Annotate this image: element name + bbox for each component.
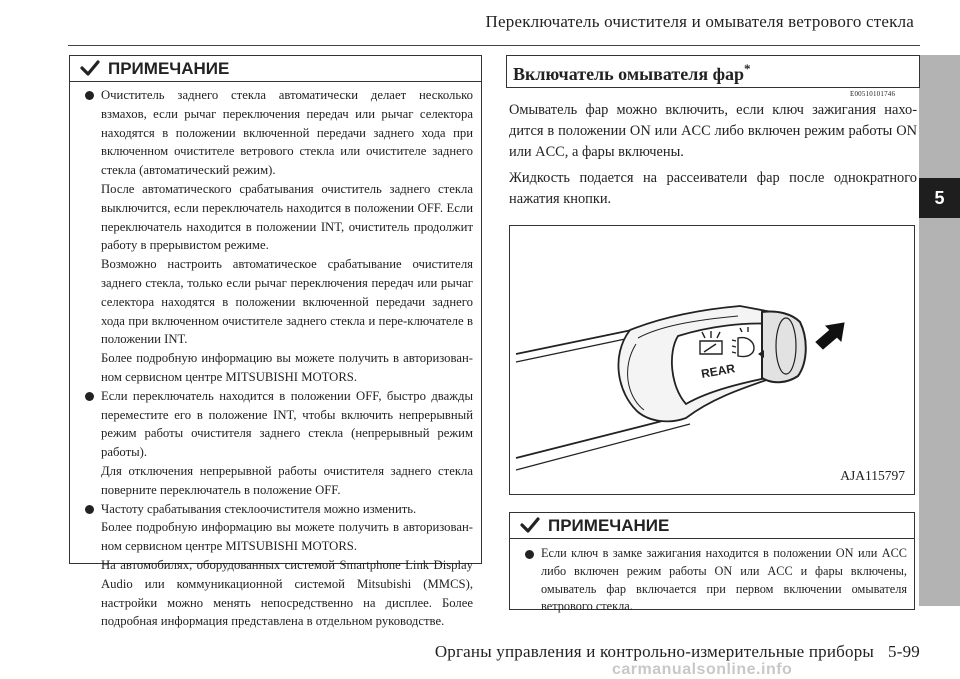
note-paragraph: После автоматического срабатывания очиститель заднего стекла выключится, если переключатель находится в положении OFF. Если переключатель находится в положении INT, очиститель продолжит работу в прерывистом режиме.: [101, 181, 473, 253]
note-paragraph: Возможно настроить автоматическое срабатывание очистителя заднего стекла, только если рычаг переключения передач или рычаг селектора находятся в положении включенной передачи заднего хода при включенном очистителе заднего стекла и пере-ключателе в положении INT.: [101, 257, 473, 347]
section-title-box: [506, 55, 920, 88]
checkmark-icon: [80, 60, 100, 77]
optional-equipment-mark: *: [744, 61, 751, 76]
section-title: Включатель омывателя фар: [513, 64, 745, 84]
page-header-title: Переключатель очистителя и омывателя ветрового стекла: [485, 12, 914, 31]
body-paragraph: Жидкость подается на рассеиватели фар после однократного нажатия кнопки.: [509, 170, 917, 207]
checkmark-icon: [520, 517, 540, 534]
watermark: carmanualsonline.info: [612, 661, 793, 678]
note-item: [81, 387, 473, 500]
chapter-side-strip: [919, 55, 960, 606]
note-paragraph: На автомобилях, оборудованных системой Smartphone Link Display Audio или коммуникационной системой Mitsubishi (MMCS), настройки можно менять непосредственно на дисплее. Более подробная информация представлена в отдельном руководстве.: [101, 557, 473, 629]
note-paragraph: Если ключ в замке зажигания находится в положении ON или ACC либо включен режим работы ON или ACC и фары включены, омыватель фар включается при первом включении омывателя ветрового стекла.: [541, 546, 907, 614]
note-box-left: [69, 55, 482, 629]
note-paragraph: Частоту срабатывания стеклоочистителя можно изменить.: [101, 501, 417, 516]
note-item: [81, 500, 473, 632]
figure-headlamp-washer-switch: [509, 225, 915, 495]
rear-label: REAR: [700, 361, 737, 381]
note-header: [510, 513, 914, 539]
footer-section-name: Органы управления и контрольно-измерительные приборы: [434, 642, 875, 661]
header-rule: [68, 45, 920, 46]
body-paragraph: Омыватель фар можно включить, если ключ зажигания нахо-дится в положении ON или ACC либо включен режим работы ON или ACC, а фары включены.: [509, 102, 917, 160]
note-box-right: [509, 512, 915, 614]
bullet-icon: [85, 392, 94, 401]
note-heading: ПРИМЕЧАНИЕ: [108, 58, 230, 78]
wiper-lever-illustration: [510, 226, 915, 495]
note-paragraph: Более подробную информацию вы можете получить в авторизован-ном сервисном центре MITSUBISHI MOTORS.: [101, 351, 473, 384]
chapter-tab[interactable]: 5: [919, 178, 960, 218]
note-list: [510, 539, 914, 616]
note-paragraph: Очиститель заднего стекла автоматически делает несколько взмахов, если рычаг переключения передач или рычаг селектора находятся в положении включенной передачи заднего хода при включенном очистителе ветрового стекла или очистителе заднего стекла (автоматический режим).: [101, 88, 473, 178]
bullet-icon: [85, 91, 94, 100]
note-header: [70, 56, 481, 82]
note-list: [70, 82, 481, 631]
note-paragraph: Если переключатель находится в положении OFF, быстро дважды переместите его в положение INT, чтобы включить непрерывный режим работы очистителя заднего стекла (непрерывный режим работы).: [101, 388, 473, 460]
page-number: 5-99: [888, 642, 920, 661]
note-paragraph: Более подробную информацию вы можете получить в авторизован-ном сервисном центре MITSUBISHI MOTORS.: [101, 520, 473, 554]
note-paragraph: Для отключения непрерывной работы очистителя заднего стекла поверните переключатель в положение OFF.: [101, 463, 473, 497]
bullet-icon: [525, 550, 534, 559]
note-item: [521, 545, 907, 616]
note-heading: ПРИМЕЧАНИЕ: [548, 515, 670, 535]
press-arrow-icon: [816, 323, 844, 349]
note-item: [81, 86, 473, 387]
page-footer: [435, 642, 920, 662]
figure-code: AJA115797: [840, 468, 905, 483]
bullet-icon: [85, 505, 94, 514]
section-code: E00510101746: [850, 90, 896, 98]
